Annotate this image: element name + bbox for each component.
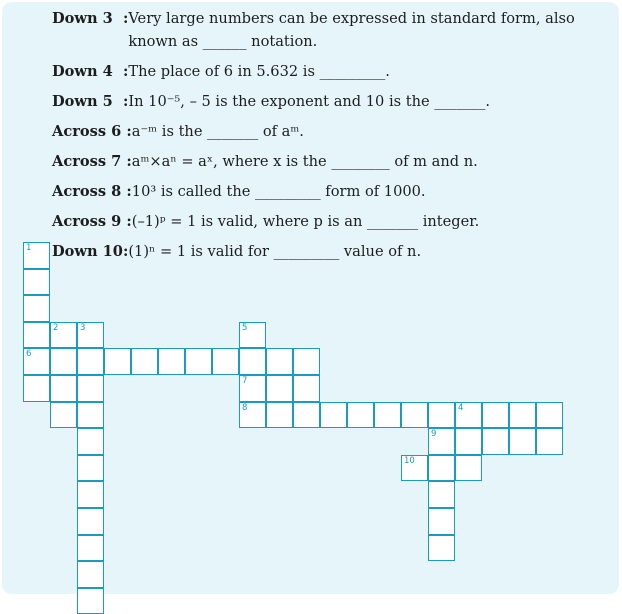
grid-cell[interactable] [23,295,50,322]
grid-cell[interactable] [320,402,347,429]
clue-down-10 [52,240,612,263]
grid-cell[interactable] [77,455,104,482]
cell-number: 6 [26,349,32,360]
grid-cell[interactable] [77,322,104,349]
grid-cell[interactable] [23,242,50,269]
grid-cell[interactable] [293,375,320,402]
grid-cell[interactable] [482,428,509,455]
clue-down-4 [52,60,612,83]
grid-cell[interactable] [77,375,104,402]
grid-cell[interactable] [428,402,455,429]
clue-label: Down 5 : [52,93,129,110]
clue-across-6 [52,120,612,143]
clue-text: 10³ is called the _________ form of 1000. [131,183,426,200]
grid-cell[interactable] [23,269,50,296]
grid-cell[interactable] [293,402,320,429]
grid-cell[interactable] [77,348,104,375]
grid-cell[interactable] [50,348,77,375]
clue-across-7 [52,150,612,173]
cell-number: 5 [242,322,248,333]
clue-across-8 [52,180,612,203]
grid-cell[interactable] [266,375,293,402]
grid-cell[interactable] [77,508,104,535]
clue-list [52,7,612,270]
grid-cell[interactable] [266,348,293,375]
grid-cell[interactable] [239,322,266,349]
grid-cell[interactable] [266,402,293,429]
grid-cell[interactable] [50,322,77,349]
grid-cell[interactable] [23,375,50,402]
grid-cell[interactable] [23,322,50,349]
clue-text: In 10⁻⁵, – 5 is the exponent and 10 is the _______. [128,93,491,110]
grid-cell[interactable] [536,402,563,429]
grid-cell[interactable] [77,428,104,455]
clue-label: Across 8 : [52,183,132,200]
clue-text: Very large numbers can be expressed in standard form, also known as ______ notation. [128,10,575,50]
grid-cell[interactable] [455,428,482,455]
grid-cell[interactable] [428,428,455,455]
grid-cell[interactable] [131,348,158,375]
cell-number: 9 [431,429,437,440]
grid-cell[interactable] [212,348,239,375]
clue-label: Across 6 : [52,123,132,140]
grid-cell[interactable] [50,402,77,429]
grid-cell[interactable] [482,402,509,429]
grid-cell[interactable] [428,481,455,508]
clue-text: The place of 6 in 5.632 is _________. [128,63,390,80]
grid-cell[interactable] [536,428,563,455]
clue-text: a⁻ᵐ is the _______ of aᵐ. [131,123,304,140]
clue-down-3 [52,7,612,53]
grid-cell[interactable] [401,402,428,429]
grid-cell[interactable] [77,561,104,588]
clue-label: Across 9 : [52,213,132,230]
cell-number: 4 [458,402,464,413]
grid-cell[interactable] [455,402,482,429]
grid-cell[interactable] [455,455,482,482]
grid-cell[interactable] [239,402,266,429]
cell-number: 7 [242,376,248,386]
grid-cell[interactable] [428,455,455,482]
grid-cell[interactable] [509,402,536,429]
grid-cell[interactable] [239,375,266,402]
cell-number: 2 [53,322,59,333]
grid-cell[interactable] [158,348,185,375]
grid-cell[interactable] [77,481,104,508]
grid-cell[interactable] [374,402,401,429]
grid-cell[interactable] [77,588,104,614]
grid-cell[interactable] [77,402,104,429]
clue-label: Across 7 : [52,153,132,170]
clue-text: (–1)ᵖ = 1 is valid, where p is an _______ integer. [131,213,480,230]
clue-across-9 [52,210,612,233]
grid-cell[interactable] [23,348,50,375]
clue-text: (1)ⁿ = 1 is valid for _________ value of n. [128,243,422,260]
grid-cell[interactable] [239,348,266,375]
clue-label: Down 4 : [52,63,129,80]
cell-number: 8 [242,402,248,413]
clue-label: Down 10: [52,243,129,260]
clue-down-5 [52,90,612,113]
grid-cell[interactable] [77,535,104,562]
grid-cell[interactable] [50,375,77,402]
grid-cell[interactable] [401,455,428,482]
cell-number: 10 [404,455,415,466]
grid-cell[interactable] [428,535,455,562]
clue-label: Down 3 : [52,10,129,27]
grid-cell[interactable] [509,428,536,455]
cell-number: 3 [80,322,86,333]
cell-number: 1 [26,243,32,253]
clue-text: aᵐ×aⁿ = aˣ, where x is the ________ of m and n. [131,153,478,170]
grid-cell[interactable] [104,348,131,375]
grid-cell[interactable] [428,508,455,535]
grid-cell[interactable] [185,348,212,375]
grid-cell[interactable] [347,402,374,429]
grid-cell[interactable] [293,348,320,375]
